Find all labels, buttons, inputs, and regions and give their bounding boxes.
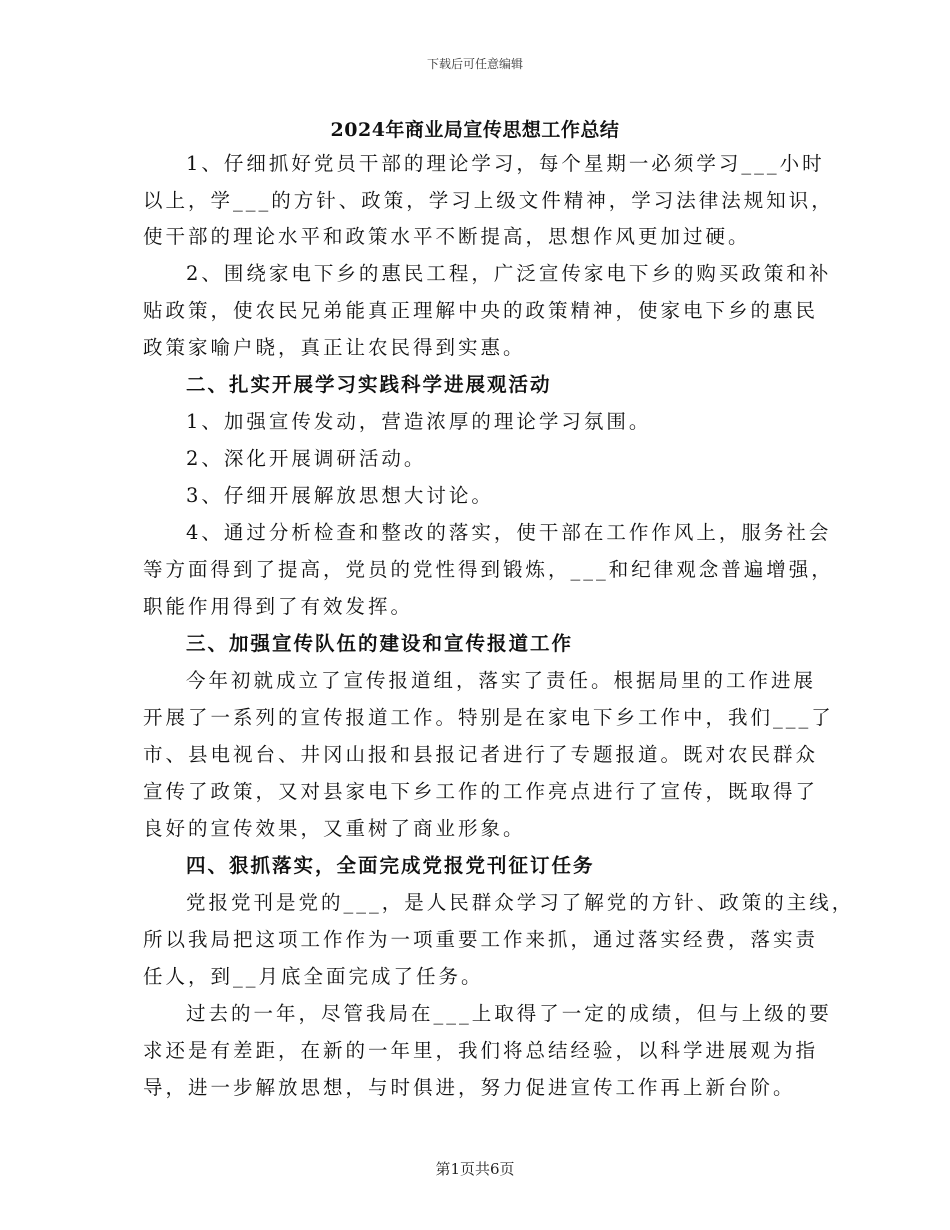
paragraph-line: 2、围绕家电下乡的惠民工程，广泛宣传家电下乡的购买政策和补 (186, 262, 832, 285)
paragraph-line: 任人，到__月底全面完成了任务。 (143, 965, 484, 988)
paragraph-line: 1、仔细抓好党员干部的理论学习，每个星期一必须学习___小时 (186, 152, 825, 175)
section-heading: 四、狠抓落实，全面完成党报党刊征订任务 (186, 854, 595, 877)
paragraph-line: 导，进一步解放思想，与时俱进，努力促进宣传工作再上新台阶。 (143, 1076, 796, 1099)
document-title: 2024年商业局宣传思想工作总结 (330, 119, 620, 141)
paragraph-line: 宣传了政策，又对县家电下乡工作的工作亮点进行了宣传，既取得了 (143, 780, 819, 803)
paragraph-line: 2、深化开展调研活动。 (186, 447, 427, 470)
paragraph-line: 以上，学___的方针、政策，学习上级文件精神，学习法律法规知识， (143, 189, 834, 212)
paragraph-line: 求还是有差距，在新的一年里，我们将总结经验，以科学进展观为指 (143, 1039, 819, 1062)
paragraph-line: 贴政策，使农民兄弟能真正理解中央的政策精神，使家电下乡的惠民 (143, 299, 819, 322)
section-heading: 二、扎实开展学习实践科学进展观活动 (186, 373, 552, 396)
paragraph-line: 党报党刊是党的___，是人民群众学习了解党的方针、政策的主线， (186, 891, 855, 914)
paragraph-line: 3、仔细开展解放思想大讨论。 (186, 484, 494, 507)
paragraph-line: 市、县电视台、井冈山报和县报记者进行了专题报道。既对农民群众 (143, 743, 819, 766)
page-number: 第1页共6页 (435, 1160, 515, 1178)
paragraph-line: 所以我局把这项工作作为一项重要工作来抓，通过落实经费，落实责 (143, 928, 819, 951)
paragraph-line: 开展了一系列的宣传报道工作。特别是在家电下乡工作中，我们___了 (143, 706, 834, 729)
section-heading: 三、加强宣传队伍的建设和宣传报道工作 (186, 632, 574, 655)
paragraph-line: 1、加强宣传发动，营造浓厚的理论学习氛围。 (186, 410, 652, 433)
paragraph-line: 良好的宣传效果，又重树了商业形象。 (143, 817, 526, 840)
paragraph-line: 使干部的理论水平和政策水平不断提高，思想作风更加过硬。 (143, 225, 751, 248)
paragraph-line: 今年初就成立了宣传报道组，落实了责任。根据局里的工作进展 (186, 669, 817, 692)
paragraph-line: 过去的一年，尽管我局在___上取得了一定的成绩，但与上级的要 (186, 1002, 832, 1025)
paragraph-line: 4、通过分析检查和整改的落实，使干部在工作作风上，服务社会 (186, 521, 832, 544)
paragraph-line: 等方面得到了提高，党员的党性得到锻炼，___和纪律观念普遍增强， (143, 558, 834, 581)
paragraph-line: 职能作用得到了有效发挥。 (143, 595, 414, 618)
paragraph-line: 政策家喻户晓，真正让农民得到实惠。 (143, 336, 526, 359)
header-note: 下载后可任意编辑 (426, 57, 523, 71)
